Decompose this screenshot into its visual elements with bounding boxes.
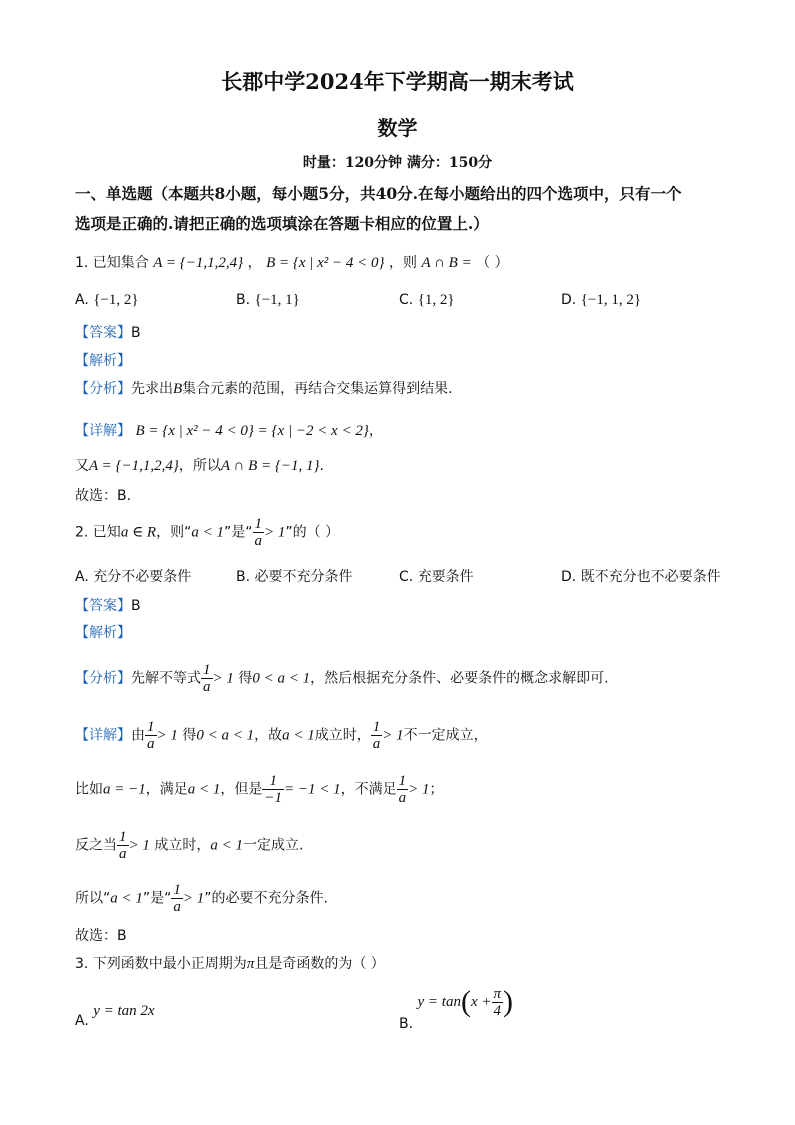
q2-option-d — [561, 566, 721, 586]
analysis-tag: 【解析】 — [75, 625, 131, 641]
frac-den: 4 — [493, 1002, 501, 1019]
frac-rel: > 1 — [128, 837, 150, 854]
q2-frac — [253, 516, 265, 549]
q2-mid2: ”是“ — [223, 524, 253, 541]
q2-ex-a: 比如 — [75, 781, 103, 798]
frac-den: −1 — [264, 790, 282, 806]
analysis-tag: 【解析】 — [75, 353, 131, 369]
answer-tag: 【答案】 — [75, 325, 131, 341]
frac-den: a — [119, 846, 127, 862]
q3-suffix: 且是奇函数的为（ ） — [254, 956, 385, 972]
q1-set-b: B = {x | x² − 4 < 0} — [266, 255, 385, 271]
q2-so-a: 所以“ — [75, 890, 111, 907]
q1-paren: （ ） — [476, 255, 509, 271]
q1-option-c-label: C. — [399, 292, 414, 308]
q3-option-b-frac — [492, 986, 504, 1019]
frac-den: a — [372, 736, 381, 752]
q2-fenxi-range: 0 < a < 1 — [252, 670, 311, 687]
q3-option-b — [399, 985, 513, 1032]
q2-option-c — [399, 566, 474, 586]
question-1 — [75, 252, 509, 272]
q2-option-c-label: C. — [399, 569, 414, 585]
frac-num: 1 — [203, 662, 211, 678]
q1-answer-value: B — [131, 325, 141, 341]
q2-fenxi-frac — [201, 662, 213, 695]
q1-detail-end: ， — [368, 423, 383, 439]
q3-option-a-label: A. — [75, 1013, 89, 1029]
q2-fenxi-c: ，然后根据充分条件、必要条件的概念求解即可. — [310, 670, 609, 687]
q2-option-a — [75, 566, 191, 586]
q2-frac-rel: > 1 — [264, 524, 286, 541]
q2-option-c-value: 充要条件 — [417, 569, 474, 585]
q1-line2-b: ，所以 — [178, 458, 221, 474]
q1-line2-c: . — [319, 458, 324, 474]
q1-choose: 故选：B. — [75, 488, 132, 504]
q3-option-b-arg: x + — [470, 994, 492, 1010]
q1-ask: A ∩ B = — [421, 255, 472, 271]
q2-detail-b: 得 — [182, 727, 197, 744]
q3-option-b-func: y = tan — [417, 994, 461, 1010]
q2-mid1: ，则“ — [156, 524, 192, 541]
question-2 — [75, 516, 339, 549]
q2-ex-c: ，但是 — [220, 781, 263, 798]
q2-detail-frac — [145, 719, 157, 752]
q2-choose: 故选：B — [75, 928, 127, 944]
q2-ex-b: ，满足 — [145, 781, 188, 798]
q2-detail-d: 成立时， — [314, 727, 371, 744]
q2-option-b-value: 必要不充分条件 — [254, 569, 353, 585]
q2-detail-c: ，故 — [254, 727, 283, 744]
q1-option-c-value: {1, 2} — [417, 292, 455, 308]
q1-option-a-label: A. — [75, 292, 89, 308]
q2-conclusion — [75, 882, 328, 915]
frac-num: π — [493, 985, 501, 1002]
q2-option-b — [236, 566, 353, 586]
q2-so-frac — [171, 882, 183, 915]
q2-example — [75, 773, 444, 806]
q1-detail-math: B = {x | x² − 4 < 0} = {x | −2 < x < 2} — [135, 423, 369, 439]
q1-fenxi — [75, 378, 453, 398]
q3-option-a-math: y = tan 2x — [93, 1003, 155, 1019]
q2-conv-b: 成立时， — [154, 837, 211, 854]
q2-conv-c: 一定成立. — [242, 837, 304, 854]
frac-num: 1 — [119, 829, 127, 845]
frac-num: 1 — [147, 719, 155, 735]
frac-num: 1 — [372, 719, 381, 735]
frac-rel: > 1 — [408, 781, 430, 798]
q2-conv-p: a < 1 — [210, 837, 243, 854]
q1-fenxi-text-a: 先求出 — [131, 381, 173, 397]
q1-option-a — [75, 292, 139, 309]
q2-frac-den: a — [254, 533, 262, 549]
q2-ex-d: ，不满足 — [340, 781, 397, 798]
q2-p: a < 1 — [191, 524, 224, 541]
fenxi-tag: 【分析】 — [75, 381, 131, 397]
q1-line2-math2: A ∩ B = {−1, 1} — [220, 458, 320, 474]
q3-option-a — [75, 1003, 155, 1029]
q1-prefix: 1. 已知集合 — [75, 255, 149, 271]
q2-mid3: ”的（ ） — [285, 524, 340, 541]
q2-ex-frac — [262, 773, 284, 806]
q2-detail-a: 由 — [131, 727, 145, 744]
time-info: 时量：120分钟 满分：150分 — [302, 155, 493, 171]
q2-ex-frac2 — [397, 773, 409, 806]
q2-fenxi-b: 得 — [238, 670, 253, 687]
q2-so-p: a < 1 — [110, 890, 143, 907]
exam-title: 长郡中学2024年下学期高一期末考试 — [221, 69, 574, 94]
q3-option-b-label: B. — [399, 1016, 414, 1032]
q1-detail — [75, 420, 383, 440]
q1-option-d-label: D. — [561, 292, 577, 308]
q1-fenxi-set: B — [173, 381, 183, 397]
q1-analysis-tag — [75, 350, 131, 370]
q2-detail-p: a < 1 — [282, 727, 315, 744]
section-instruction-line1: 一、单选题（本题共8小题，每小题5分，共40分.在每小题给出的四个选项中，只有一个 — [75, 184, 682, 203]
frac-rel: > 1 — [382, 727, 404, 744]
q1-option-c — [399, 292, 455, 309]
detail-tag: 【详解】 — [75, 727, 131, 744]
right-paren-icon: ) — [503, 985, 513, 1018]
q1-line2-a: 又 — [75, 458, 89, 474]
q2-so-c: ”的必要不充分条件. — [204, 890, 328, 907]
q2-prefix: 2. 已知 — [75, 524, 121, 541]
frac-rel: > 1 — [212, 670, 234, 687]
section-instruction-line2: 选项是正确的.请把正确的选项填涂在答题卡相应的位置上.） — [75, 214, 489, 233]
q1-option-b — [236, 292, 300, 309]
q1-option-b-label: B. — [236, 292, 251, 308]
q1-set-a: A = {−1,1,2,4} — [153, 255, 244, 271]
q1-detail-line2 — [75, 455, 324, 475]
frac-den: a — [398, 790, 407, 806]
question-3 — [75, 953, 385, 973]
q2-option-d-label: D. — [561, 569, 577, 585]
answer-tag: 【答案】 — [75, 598, 131, 614]
frac-den: a — [203, 679, 211, 695]
q2-so-b: ”是“ — [142, 890, 172, 907]
q2-detail-range: 0 < a < 1 — [196, 727, 255, 744]
frac-num: 1 — [269, 773, 277, 789]
q2-fenxi — [75, 662, 609, 695]
q2-detail-e: 不一定成立， — [403, 727, 488, 744]
q2-option-b-label: B. — [236, 569, 251, 585]
q1-suffix: ，则 — [388, 255, 417, 271]
q2-option-a-label: A. — [75, 569, 89, 585]
q2-cond: a ∈ R — [120, 524, 157, 541]
q1-fenxi-text-c: 集合元素的范围，再结合交集运算得到结果. — [182, 381, 453, 397]
subject-title: 数学 — [377, 116, 418, 140]
q2-answer-value: B — [131, 598, 141, 614]
q2-option-a-value: 充分不必要条件 — [93, 569, 192, 585]
frac-rel: > 1 — [182, 890, 205, 907]
frac-den: a — [147, 736, 155, 752]
q1-option-d-value: {−1, 1, 2} — [580, 292, 642, 308]
q2-frac-num: 1 — [254, 516, 262, 532]
q3-prefix: 3. 下列函数中最小正周期为 — [75, 956, 247, 972]
left-paren-icon: ( — [460, 985, 471, 1018]
q1-option-d — [561, 292, 641, 309]
frac-den: a — [173, 899, 181, 915]
q2-detail — [75, 719, 488, 752]
q2-conv-frac — [117, 829, 129, 862]
frac-num: 1 — [398, 773, 407, 789]
q2-option-d-value: 既不充分也不必要条件 — [580, 569, 721, 585]
q1-comma: ， — [247, 255, 262, 271]
q1-option-a-value: {−1, 2} — [93, 292, 139, 308]
q2-analysis-tag — [75, 622, 131, 642]
q2-converse — [75, 829, 303, 862]
q2-detail-frac2 — [371, 719, 383, 752]
q1-answer — [75, 322, 141, 342]
fenxi-tag: 【分析】 — [75, 670, 131, 687]
q2-fenxi-a: 先解不等式 — [131, 670, 201, 687]
q2-answer — [75, 595, 141, 615]
q2-conv-a: 反之当 — [75, 837, 117, 854]
frac-num: 1 — [173, 882, 181, 898]
detail-tag: 【详解】 — [75, 423, 131, 439]
q2-ex-frac-rel: = −1 < 1 — [284, 781, 341, 798]
q2-ex-e: ； — [429, 781, 444, 798]
q1-option-b-value: {−1, 1} — [254, 292, 300, 308]
q2-ex-p: a < 1 — [187, 781, 221, 798]
q1-line2-math1: A = {−1,1,2,4} — [89, 458, 179, 474]
frac-rel: > 1 — [156, 727, 178, 744]
q2-ex-val: a = −1 — [103, 781, 146, 798]
q3-pi: π — [246, 956, 255, 972]
